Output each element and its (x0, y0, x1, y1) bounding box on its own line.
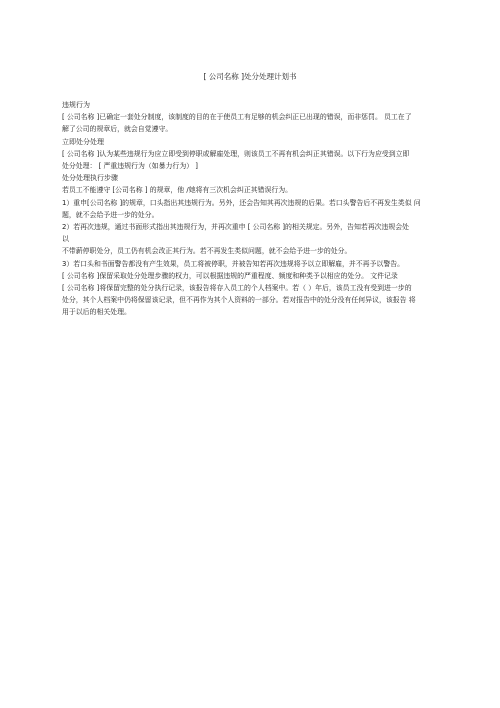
paragraph-line: 解了公司的规章后，就会自觉遵守。 (62, 125, 173, 134)
document-title: [ 公司名称 ]处分处理计划书 (203, 72, 297, 81)
paragraph-line: [ 公司名称 ]认为某些违规行为应立即受到停职或解雇处理，则该员工不再有机会纠正其错误。以下行为应受到立即 (62, 149, 410, 158)
section-heading: 处分处理执行步骤 (62, 174, 118, 183)
section-heading: 立即处分处理 (62, 137, 104, 146)
paragraph-line: [ 公司名称 ]已确定一套处分制度，该制度的目的在于使员工有足够的机会纠正已出现的错误，而非惩罚。 员工在了 (62, 113, 412, 122)
paragraph-line: 以 (62, 235, 69, 244)
section-heading: 违规行为 (62, 101, 90, 109)
paragraph-line: 3）若口头和书面警告都没有产生效果，员工将被停职，并被告知若再次违规将予以立即解雇，并不再予以警告。 (62, 259, 405, 268)
paragraph-line: 2）若再次违规，通过书面形式指出其违规行为，并再次重申 [ 公司名称 ]的相关规定。另外，告知若再次违规会处 (62, 223, 410, 232)
paragraph-line: 处分，其个人档案中仍将保留该记录，但不再作为其个人资料的一部分。若对报告中的处分没有任何异议，该报告 将 (62, 296, 416, 305)
paragraph-line: [ 公司名称 ]保留采取处分处理步骤的权力，可以根据违规的严重程度、频度和种类予以相应的处分。 文件记录 (62, 271, 398, 280)
document-body (62, 99, 440, 319)
paragraph-line: 1）重申[公司名称 ]的规章，口头指出其违规行为。另外，还会告知其再次违规的后果。若口头警告后不再发生类似 问 (62, 198, 421, 207)
paragraph-line: 处分处理： [ 严重违规行为（如暴力行为） ] (62, 162, 198, 171)
paragraph-line: 用于以后的相关处理。 (62, 308, 131, 317)
paragraph-line: [ 公司名称 ]将保留完整的处分执行记录，该报告将存入员工的个人档案中。若（ ）年后，该员工没有受到进一步的 (62, 284, 412, 293)
paragraph-line: 不带薪停职处分，员工仍有机会改正其行为。若不再发生类似问题，就不会给予进一步的处分。 (62, 247, 352, 256)
paragraph-line: 若员工不能遵守 [公司名称 ] 的规章，他 /她将有三次机会纠正其错误行为。 (62, 186, 293, 195)
paragraph-line: 题，就不会给予进一步的处分。 (62, 210, 159, 219)
